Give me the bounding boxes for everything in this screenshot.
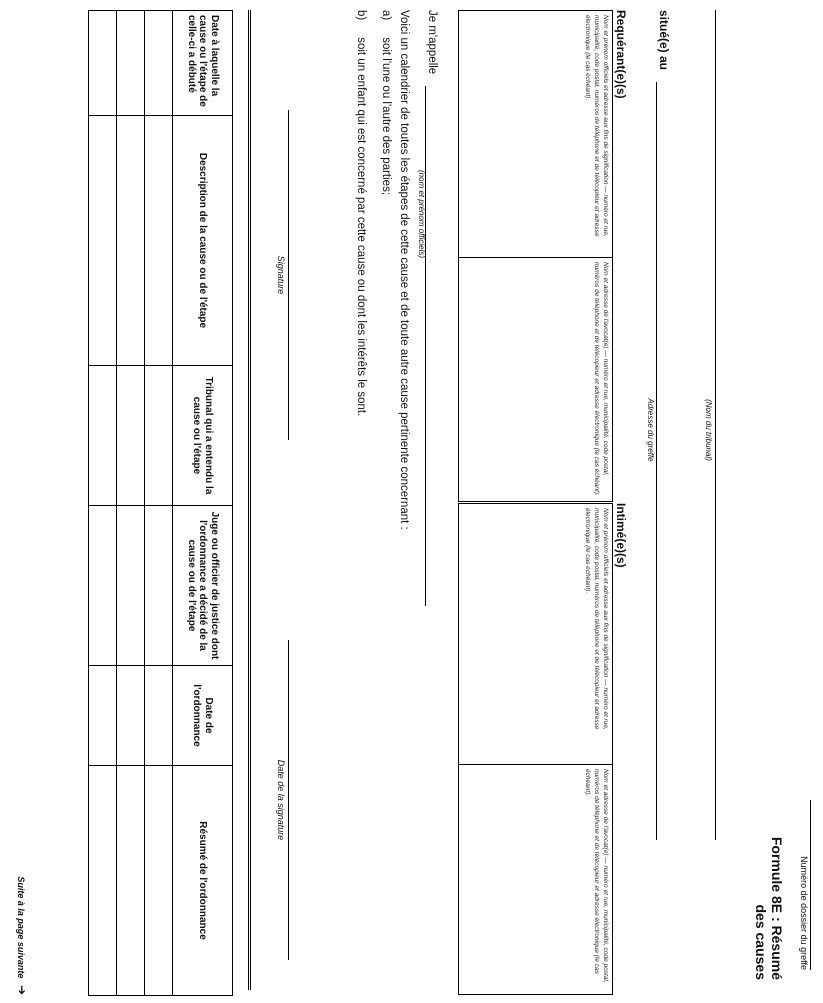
table-cell[interactable] bbox=[145, 116, 173, 366]
col-header-order-summary: Résumé de l'ordonnance bbox=[173, 766, 233, 996]
address-caption: Adresse du greffe bbox=[646, 398, 655, 462]
item-b-text: soit un enfant qui est concerné par cette cause ou dont les intérêts le sont. bbox=[355, 37, 367, 417]
table-cell[interactable] bbox=[89, 506, 117, 666]
respondent-party-cell[interactable]: Nom et prénom officiels et adresse aux fins de signification — numéro et rue, municipalité, code postal, numéros de téléphone et de télécopieur et adresse électronique (le cas échéant). bbox=[584, 508, 609, 730]
located-at-label: situé(e) au bbox=[657, 10, 671, 71]
table-header-row bbox=[173, 11, 233, 996]
item-a-marker: a) bbox=[380, 10, 392, 21]
table-cell[interactable] bbox=[145, 506, 173, 666]
signature-line[interactable] bbox=[288, 110, 289, 440]
my-name-fill-line[interactable] bbox=[425, 86, 426, 606]
table-cell[interactable] bbox=[89, 666, 117, 766]
section-separator bbox=[248, 10, 251, 990]
my-name-caption: (nom et prénom officiels) bbox=[417, 170, 426, 259]
col-header-judge: Juge ou officier de justice dont l'ordonnance a décidé de la cause ou de l'étape bbox=[173, 506, 233, 666]
applicant-lawyer-cell[interactable]: Nom et adresse de l'avocat(e) — numéro et rue, municipalité, code postal, numéros de téléphone et de télécopieur et adresse électronique (le cas échéant). bbox=[459, 257, 612, 503]
col-header-court: Tribunal qui a entendu la cause ou l'étape bbox=[173, 366, 233, 506]
statement-intro: Voici un calendrier de toutes les étapes de cette cause et de toute autre cause pertinente concernant : bbox=[398, 10, 410, 530]
form-title-line2: des causes bbox=[752, 904, 769, 980]
applicant-party-cell[interactable]: Nom et prénom officiels et adresse aux fins de signification — numéro et rue, municipalité, code postal, numéros de téléphone et de télécopieur et adresse électronique (le cas échéant). bbox=[584, 15, 609, 237]
table-row bbox=[89, 11, 117, 996]
table-cell[interactable] bbox=[145, 11, 173, 116]
causes-table bbox=[88, 10, 233, 996]
continued-text: Suite à la page suivante bbox=[16, 876, 26, 979]
respondent-heading: Intimé(e)(s) bbox=[614, 503, 628, 568]
table-cell[interactable] bbox=[89, 366, 117, 506]
table-cell[interactable] bbox=[145, 766, 173, 996]
item-a-text: soit l'une ou l'autre des parties; bbox=[380, 37, 392, 196]
form-title bbox=[753, 780, 785, 980]
table-cell[interactable] bbox=[89, 116, 117, 366]
right-arrow-icon: ➔ bbox=[15, 984, 29, 995]
signature-date-caption: Date de la signature bbox=[276, 759, 286, 841]
signature-caption: Signature bbox=[276, 255, 286, 295]
table-cell[interactable] bbox=[117, 766, 145, 996]
item-a bbox=[377, 10, 393, 510]
col-header-description: Description de la cause ou de l'étape bbox=[173, 116, 233, 366]
col-header-start-date: Date à laquelle la cause ou l'étape de celle-ci a débuté bbox=[173, 11, 233, 116]
table-row bbox=[117, 11, 145, 996]
court-name-caption: (Nom du tribunal) bbox=[704, 399, 713, 461]
address-line bbox=[656, 82, 657, 840]
respondent-box bbox=[458, 503, 613, 995]
table-cell[interactable] bbox=[89, 766, 117, 996]
table-cell[interactable] bbox=[117, 11, 145, 116]
col-header-order-date: Date de l'ordonnance bbox=[173, 666, 233, 766]
table-cell[interactable] bbox=[117, 366, 145, 506]
item-b bbox=[352, 10, 368, 530]
table-cell[interactable] bbox=[117, 116, 145, 366]
table-cell[interactable] bbox=[145, 666, 173, 766]
my-name-prefix: Je m'appelle bbox=[426, 10, 438, 75]
signature-date-line[interactable] bbox=[288, 640, 289, 960]
table-cell[interactable] bbox=[89, 11, 117, 116]
file-number-line bbox=[810, 800, 811, 970]
form-title-line1: Formule 8E : Résumé bbox=[769, 836, 785, 980]
table-cell[interactable] bbox=[117, 506, 145, 666]
applicant-box bbox=[458, 10, 613, 502]
item-b-marker: b) bbox=[355, 10, 367, 21]
respondent-lawyer-cell[interactable]: Nom et adresse de l'avocat(e) — numéro et rue, municipalité, code postal, numéros de téléphone et de télécopieur et adresse électronique (le cas échéant). bbox=[459, 764, 612, 996]
applicant-heading: Requérant(e)(s) bbox=[614, 10, 628, 99]
table-cell[interactable] bbox=[117, 666, 145, 766]
table-row bbox=[145, 11, 173, 996]
file-number-label: Numéro de dossier du greffe bbox=[799, 856, 809, 970]
table-cell[interactable] bbox=[145, 366, 173, 506]
court-name-line bbox=[715, 10, 716, 840]
continued-note bbox=[15, 780, 29, 995]
